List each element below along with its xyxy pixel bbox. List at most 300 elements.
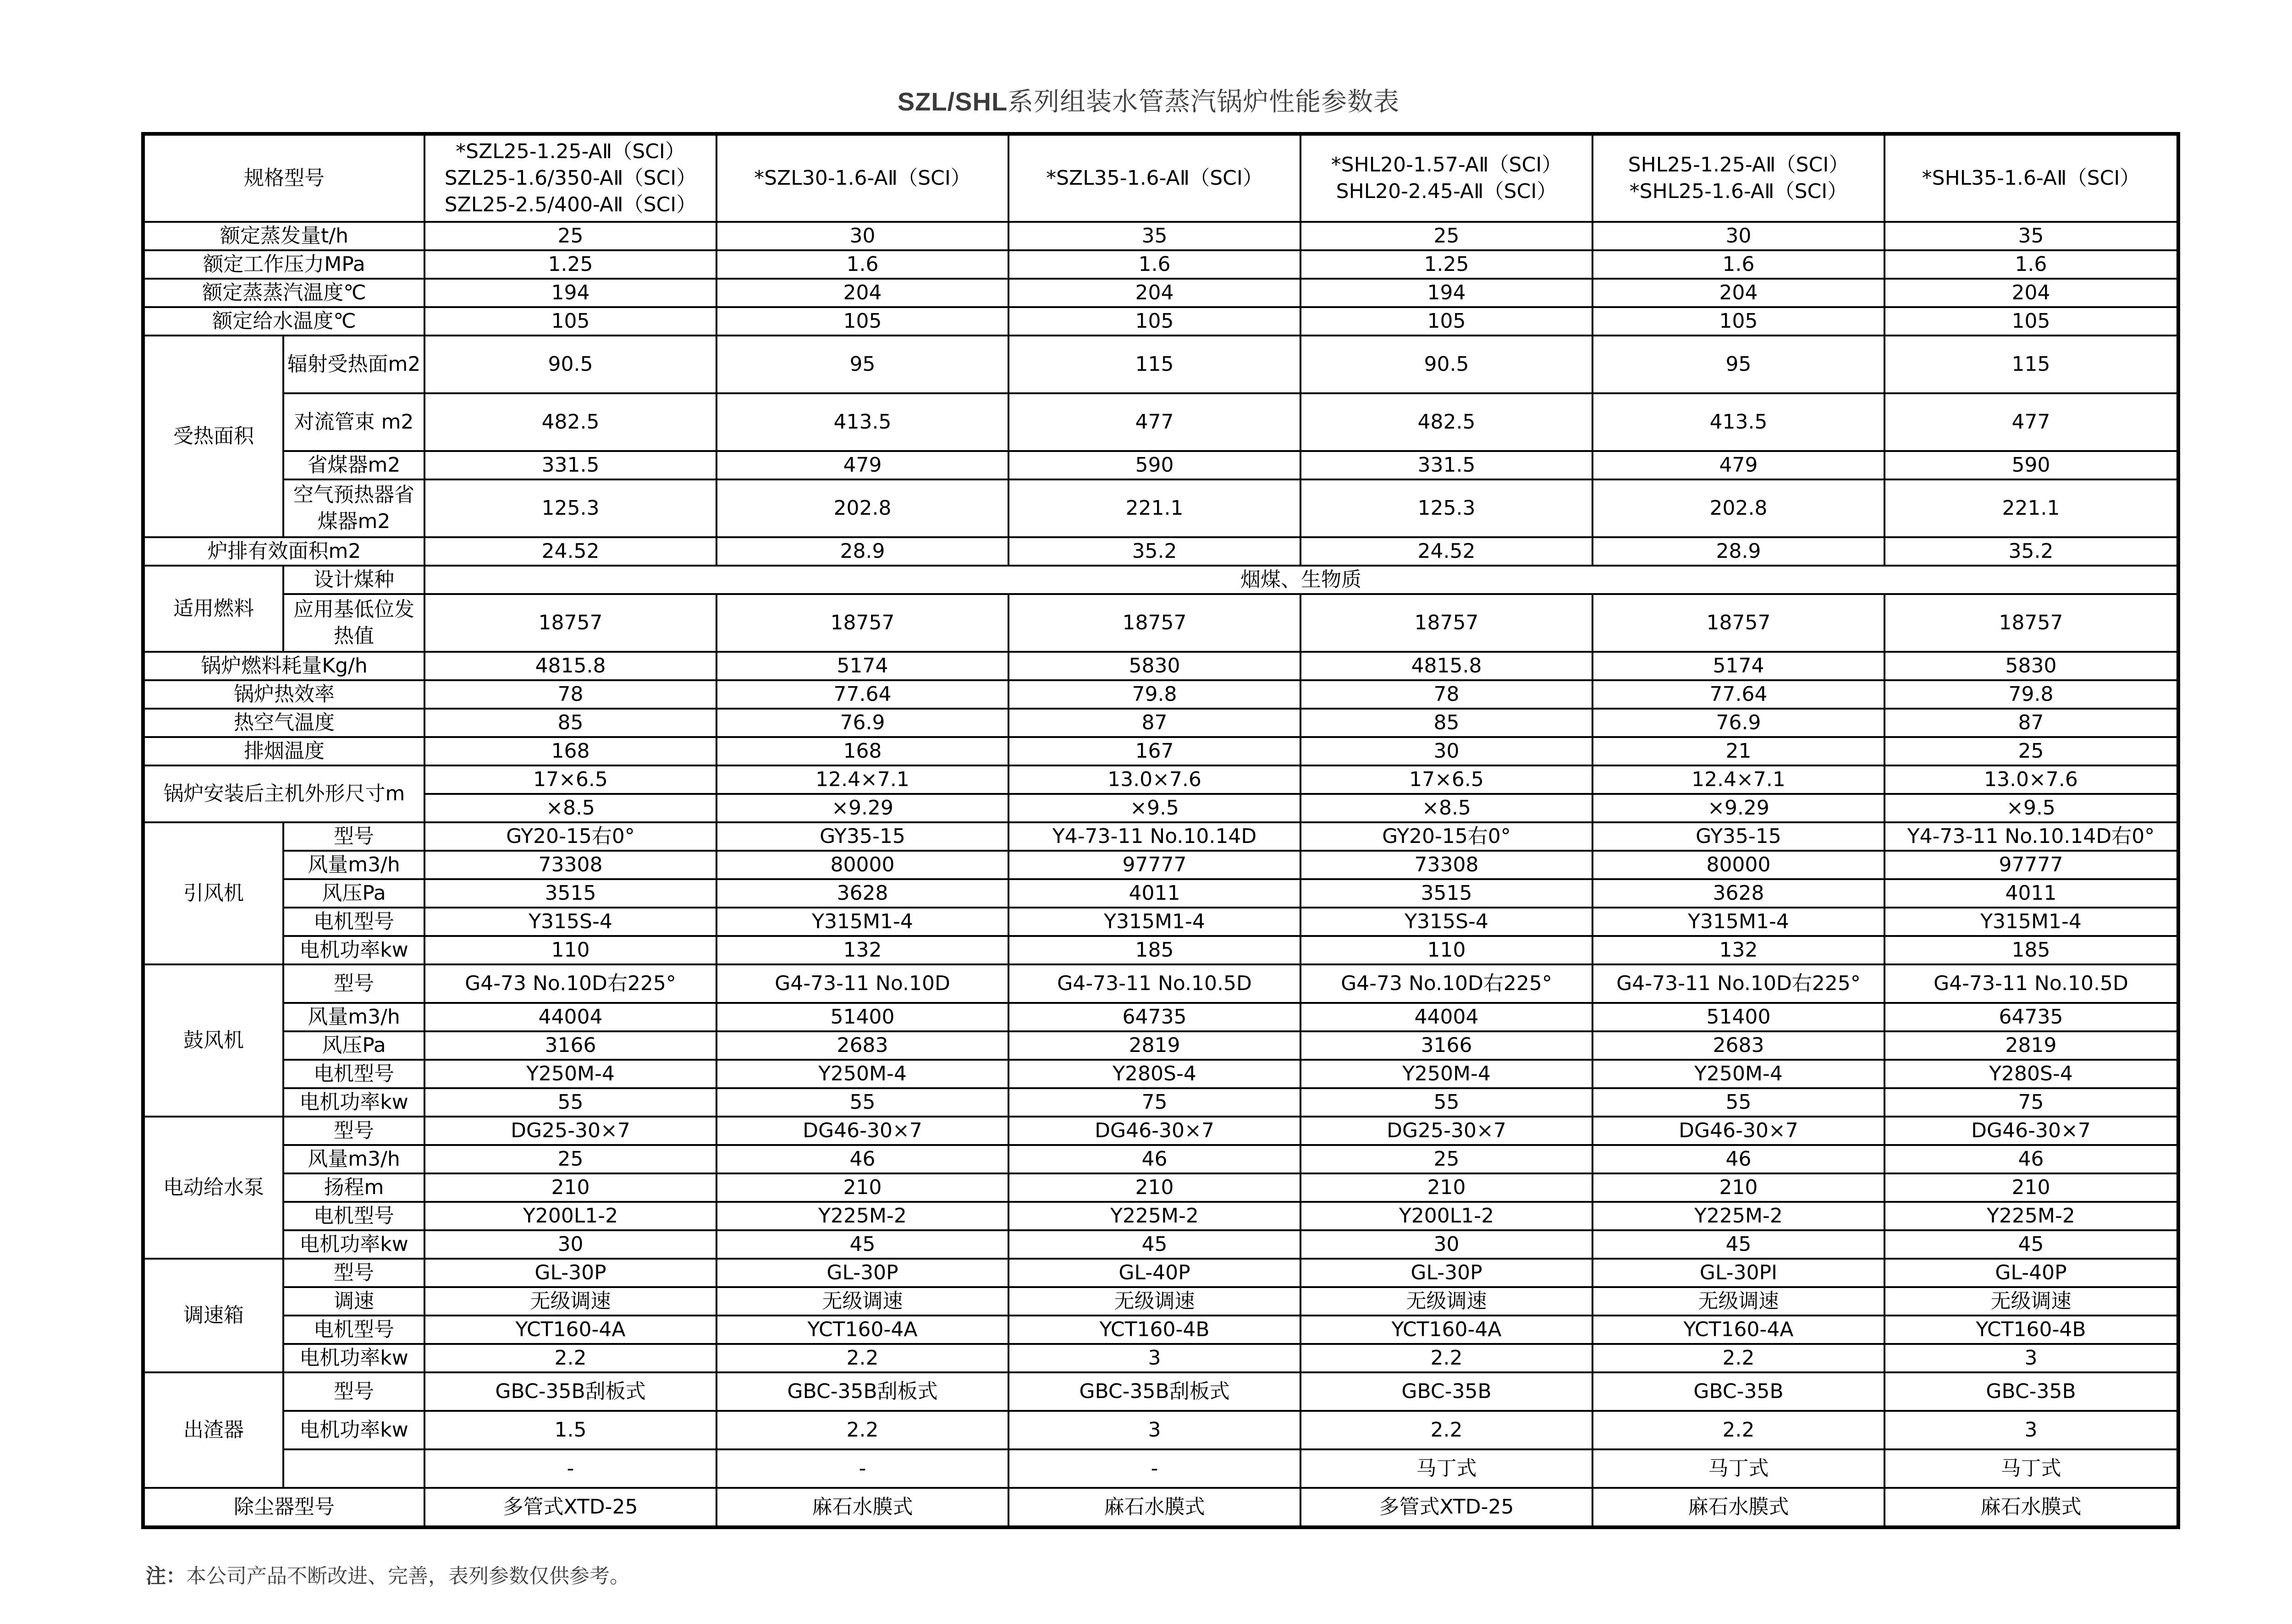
value-cell: 1.25 [424, 250, 716, 279]
table-row [143, 1031, 2178, 1060]
table-row [143, 1316, 2178, 1344]
value-cell: 3 [1884, 1344, 2178, 1372]
value-cell: 5174 [1592, 652, 1884, 680]
param-label: 锅炉燃料耗量Kg/h [143, 652, 424, 680]
value-cell: 马丁式 [1592, 1449, 1884, 1488]
model-header-cell [424, 134, 716, 222]
value-cell: ×8.5 [1300, 794, 1592, 822]
table-row [143, 765, 2178, 794]
value-cell: GL-30P [424, 1259, 716, 1287]
model-header-cell [716, 134, 1008, 222]
model-name: SHL20-2.45-AⅡ（SCI） [1336, 180, 1557, 203]
value-cell: 85 [1300, 709, 1592, 737]
value-cell: 413.5 [1592, 393, 1884, 451]
value-cell: 55 [716, 1088, 1008, 1117]
value-cell: GBC-35B [1592, 1372, 1884, 1411]
value-cell: 5830 [1008, 652, 1300, 680]
value-cell: Y315M1-4 [1884, 908, 2178, 936]
value-cell: ×9.29 [716, 794, 1008, 822]
value-cell: 35.2 [1008, 537, 1300, 566]
value-cell: ×9.5 [1008, 794, 1300, 822]
value-cell: 无级调速 [1592, 1287, 1884, 1316]
value-cell: 18757 [1884, 594, 2178, 652]
value-cell: 45 [1008, 1230, 1300, 1259]
value-cell: GBC-35B [1300, 1372, 1592, 1411]
table-row [143, 879, 2178, 908]
value-cell: 1.6 [1592, 250, 1884, 279]
value-cell: 3515 [1300, 879, 1592, 908]
value-cell: 590 [1008, 451, 1300, 479]
table-row [143, 794, 2178, 822]
value-cell: 204 [1008, 279, 1300, 307]
value-cell: 115 [1884, 336, 2178, 393]
value-cell: GL-30PI [1592, 1259, 1884, 1287]
table-row [143, 652, 2178, 680]
value-cell: 46 [1592, 1145, 1884, 1173]
value-cell: 30 [1300, 737, 1592, 765]
table-row [143, 1117, 2178, 1145]
value-cell: 46 [716, 1145, 1008, 1173]
value-cell: Y200L1-2 [424, 1202, 716, 1230]
model-name: SZL25-1.6/350-AⅡ（SCI） [444, 166, 697, 190]
value-cell: 2.2 [1592, 1344, 1884, 1372]
model-name: *SZL25-1.25-AⅡ（SCI） [456, 140, 685, 163]
value-cell: 115 [1008, 336, 1300, 393]
sub-label: 省煤器m2 [283, 451, 424, 479]
model-name: *SHL25-1.6-AⅡ（SCI） [1629, 180, 1848, 203]
value-cell: YCT160-4B [1884, 1316, 2178, 1344]
value-cell: 167 [1008, 737, 1300, 765]
value-cell: 2.2 [1592, 1411, 1884, 1449]
value-cell: 185 [1008, 936, 1300, 964]
value-cell: Y315M1-4 [1592, 908, 1884, 936]
sub-label: 型号 [283, 1259, 424, 1287]
table-row [143, 709, 2178, 737]
value-cell: 55 [424, 1088, 716, 1117]
value-cell: 2819 [1884, 1031, 2178, 1060]
value-cell: 331.5 [424, 451, 716, 479]
value-cell: 204 [716, 279, 1008, 307]
value-cell: 12.4×7.1 [1592, 765, 1884, 794]
value-cell: 477 [1884, 393, 2178, 451]
value-cell: 64735 [1884, 1003, 2178, 1031]
value-cell: GBC-35B [1884, 1372, 2178, 1411]
param-label: 锅炉安装后主机外形尺寸m [143, 765, 424, 822]
value-cell: 4815.8 [1300, 652, 1592, 680]
value-cell: 4011 [1884, 879, 2178, 908]
value-cell: 3 [1884, 1411, 2178, 1449]
sub-label: 电机型号 [283, 1202, 424, 1230]
value-cell: 210 [424, 1173, 716, 1202]
param-label: 热空气温度 [143, 709, 424, 737]
sub-label: 扬程m [283, 1173, 424, 1202]
value-cell: 18757 [1008, 594, 1300, 652]
value-cell: 4011 [1008, 879, 1300, 908]
group-label: 电动给水泵 [143, 1117, 283, 1259]
value-cell: Y280S-4 [1008, 1060, 1300, 1088]
value-cell: Y315S-4 [424, 908, 716, 936]
table-row [143, 250, 2178, 279]
table-row [143, 908, 2178, 936]
value-cell: 2683 [716, 1031, 1008, 1060]
sub-label: 电机型号 [283, 1316, 424, 1344]
value-cell: 45 [1884, 1230, 2178, 1259]
value-cell: 马丁式 [1884, 1449, 2178, 1488]
param-label: 炉排有效面积m2 [143, 537, 424, 566]
value-cell: Y4-73-11 No.10.14D [1008, 822, 1300, 851]
value-cell: 87 [1008, 709, 1300, 737]
value-cell: 25 [1884, 737, 2178, 765]
table-row [143, 1003, 2178, 1031]
value-cell: 25 [1300, 1145, 1592, 1173]
value-cell: 30 [1592, 222, 1884, 250]
value-cell: 3628 [1592, 879, 1884, 908]
value-cell: 5174 [716, 652, 1008, 680]
value-cell: 80000 [1592, 851, 1884, 879]
value-cell: 2819 [1008, 1031, 1300, 1060]
table-row [143, 737, 2178, 765]
param-label: 额定给水温度℃ [143, 307, 424, 336]
value-cell: GBC-35B刮板式 [424, 1372, 716, 1411]
group-label: 鼓风机 [143, 964, 283, 1117]
spec-header: 规格型号 [143, 134, 424, 222]
value-cell: 1.6 [716, 250, 1008, 279]
sub-label: 风压Pa [283, 1031, 424, 1060]
value-cell: - [716, 1449, 1008, 1488]
value-cell: 55 [1300, 1088, 1592, 1117]
param-label: 排烟温度 [143, 737, 424, 765]
param-label: 额定蒸蒸汽温度℃ [143, 279, 424, 307]
value-cell: ×8.5 [424, 794, 716, 822]
model-name: *SHL35-1.6-AⅡ（SCI） [1922, 166, 2140, 190]
value-cell: 221.1 [1008, 479, 1300, 537]
value-cell: 95 [1592, 336, 1884, 393]
table-row [143, 1259, 2178, 1287]
value-cell: 1.6 [1884, 250, 2178, 279]
value-cell: DG25-30×7 [1300, 1117, 1592, 1145]
value-cell: 30 [424, 1230, 716, 1259]
table-row [143, 851, 2178, 879]
value-cell: 3166 [424, 1031, 716, 1060]
value-cell: 210 [1592, 1173, 1884, 1202]
value-cell: Y250M-4 [716, 1060, 1008, 1088]
value-cell: 28.9 [1592, 537, 1884, 566]
sub-label: 空气预热器省煤器m2 [283, 479, 424, 537]
value-cell: 51400 [716, 1003, 1008, 1031]
sub-label: 电机功率kw [283, 1230, 424, 1259]
value-cell: 80000 [716, 851, 1008, 879]
value-cell: 45 [716, 1230, 1008, 1259]
value-cell: 18757 [1300, 594, 1592, 652]
table-row [143, 1202, 2178, 1230]
value-cell: 77.64 [716, 680, 1008, 709]
table-row [143, 1488, 2178, 1527]
value-cell: 无级调速 [424, 1287, 716, 1316]
value-cell: 45 [1592, 1230, 1884, 1259]
value-cell: 44004 [424, 1003, 716, 1031]
value-cell: Y250M-4 [1592, 1060, 1884, 1088]
table-row [143, 1088, 2178, 1117]
value-cell: Y250M-4 [424, 1060, 716, 1088]
value-cell: 110 [424, 936, 716, 964]
value-cell: 125.3 [1300, 479, 1592, 537]
table-row [143, 566, 2178, 594]
value-cell: 79.8 [1884, 680, 2178, 709]
value-cell: YCT160-4A [1300, 1316, 1592, 1344]
value-cell: Y315M1-4 [716, 908, 1008, 936]
value-cell: 无级调速 [716, 1287, 1008, 1316]
value-cell: DG46-30×7 [1884, 1117, 2178, 1145]
value-cell: 132 [716, 936, 1008, 964]
value-cell: 185 [1884, 936, 2178, 964]
sub-label: 风压Pa [283, 879, 424, 908]
value-cell: 1.6 [1008, 250, 1300, 279]
value-cell: 194 [1300, 279, 1592, 307]
value-cell: G4-73-11 No.10.5D [1008, 964, 1300, 1003]
value-cell: 46 [1884, 1145, 2178, 1173]
table-row [143, 479, 2178, 537]
value-cell: 331.5 [1300, 451, 1592, 479]
table-row [143, 1060, 2178, 1088]
value-cell: 85 [424, 709, 716, 737]
model-header-cell [1884, 134, 2178, 222]
sub-label: 风量m3/h [283, 1145, 424, 1173]
value-cell: 17×6.5 [1300, 765, 1592, 794]
table-row [143, 222, 2178, 250]
value-cell: 马丁式 [1300, 1449, 1592, 1488]
table-row [143, 1287, 2178, 1316]
value-cell: Y225M-2 [1592, 1202, 1884, 1230]
value-cell: 30 [716, 222, 1008, 250]
value-cell: 3 [1008, 1344, 1300, 1372]
value-cell: 221.1 [1884, 479, 2178, 537]
sub-label: 型号 [283, 1372, 424, 1411]
value-cell: 18757 [716, 594, 1008, 652]
value-cell: YCT160-4A [716, 1316, 1008, 1344]
value-cell: 73308 [1300, 851, 1592, 879]
value-cell: GY35-15 [716, 822, 1008, 851]
value-cell: 590 [1884, 451, 2178, 479]
model-name: *SZL30-1.6-AⅡ（SCI） [754, 166, 971, 190]
parameter-table [141, 132, 2180, 1529]
value-cell: 35 [1008, 222, 1300, 250]
group-label: 引风机 [143, 822, 283, 964]
sub-label: 应用基低位发热值 [283, 594, 424, 652]
value-cell: G4-73-11 No.10D右225° [1592, 964, 1884, 1003]
table-row [143, 307, 2178, 336]
value-cell: GBC-35B刮板式 [1008, 1372, 1300, 1411]
group-label: 适用燃料 [143, 566, 283, 652]
value-cell: 2.2 [1300, 1411, 1592, 1449]
model-name: *SZL35-1.6-AⅡ（SCI） [1046, 166, 1263, 190]
value-cell: GY20-15右0° [1300, 822, 1592, 851]
value-cell: 204 [1592, 279, 1884, 307]
table-row [143, 1449, 2178, 1488]
value-cell: 202.8 [716, 479, 1008, 537]
sub-label: 型号 [283, 822, 424, 851]
value-cell: GBC-35B刮板式 [716, 1372, 1008, 1411]
sub-label: 设计煤种 [283, 566, 424, 594]
value-cell: 多管式XTD-25 [424, 1488, 716, 1527]
param-label: 额定蒸发量t/h [143, 222, 424, 250]
value-cell: - [1008, 1449, 1300, 1488]
value-cell: YCT160-4A [1592, 1316, 1884, 1344]
value-cell: 75 [1884, 1088, 2178, 1117]
value-cell: 105 [1300, 307, 1592, 336]
value-cell: 5830 [1884, 652, 2178, 680]
sub-label: 电机功率kw [283, 1088, 424, 1117]
value-cell: Y200L1-2 [1300, 1202, 1592, 1230]
sub-label: 电机型号 [283, 908, 424, 936]
value-cell: 76.9 [1592, 709, 1884, 737]
value-cell: 105 [424, 307, 716, 336]
value-cell: Y4-73-11 No.10.14D右0° [1884, 822, 2178, 851]
value-cell: 479 [716, 451, 1008, 479]
merged-value: 烟煤、生物质 [424, 566, 2178, 594]
value-cell: 24.52 [424, 537, 716, 566]
value-cell: 25 [424, 1145, 716, 1173]
value-cell: GL-30P [1300, 1259, 1592, 1287]
value-cell: 30 [1300, 1230, 1592, 1259]
table-row [143, 1173, 2178, 1202]
value-cell: Y250M-4 [1300, 1060, 1592, 1088]
group-label: 出渣器 [143, 1372, 283, 1488]
value-cell: 194 [424, 279, 716, 307]
value-cell: 1.5 [424, 1411, 716, 1449]
value-cell: 168 [716, 737, 1008, 765]
value-cell: 105 [1884, 307, 2178, 336]
value-cell: 无级调速 [1008, 1287, 1300, 1316]
value-cell: 204 [1884, 279, 2178, 307]
table-row [143, 393, 2178, 451]
value-cell: DG46-30×7 [1008, 1117, 1300, 1145]
sub-label: 电机型号 [283, 1060, 424, 1088]
param-label: 额定工作压力MPa [143, 250, 424, 279]
table-row [143, 1411, 2178, 1449]
table-row [143, 1372, 2178, 1411]
value-cell: G4-73-11 No.10D [716, 964, 1008, 1003]
sub-label: 型号 [283, 964, 424, 1003]
value-cell: 13.0×7.6 [1884, 765, 2178, 794]
value-cell: YCT160-4A [424, 1316, 716, 1344]
value-cell: GL-30P [716, 1259, 1008, 1287]
value-cell: 105 [1592, 307, 1884, 336]
value-cell: Y225M-2 [1884, 1202, 2178, 1230]
value-cell: 55 [1592, 1088, 1884, 1117]
model-header-cell [1008, 134, 1300, 222]
param-label: 除尘器型号 [143, 1488, 424, 1527]
value-cell: 79.8 [1008, 680, 1300, 709]
value-cell: Y280S-4 [1884, 1060, 2178, 1088]
value-cell: 97777 [1008, 851, 1300, 879]
value-cell: 3166 [1300, 1031, 1592, 1060]
value-cell: 麻石水膜式 [1008, 1488, 1300, 1527]
value-cell: 35.2 [1884, 537, 2178, 566]
sub-label: 型号 [283, 1117, 424, 1145]
value-cell: 95 [716, 336, 1008, 393]
model-name: SHL25-1.25-AⅡ（SCI） [1628, 153, 1849, 176]
table-row [143, 1230, 2178, 1259]
value-cell: 168 [424, 737, 716, 765]
value-cell: 无级调速 [1300, 1287, 1592, 1316]
sub-label: 辐射受热面m2 [283, 336, 424, 393]
value-cell: GL-40P [1008, 1259, 1300, 1287]
value-cell: 25 [1300, 222, 1592, 250]
sub-label: 风量m3/h [283, 851, 424, 879]
value-cell: 18757 [424, 594, 716, 652]
table-row [143, 822, 2178, 851]
value-cell: GY20-15右0° [424, 822, 716, 851]
model-name: *SHL20-1.57-AⅡ（SCI） [1331, 153, 1562, 176]
value-cell: Y315S-4 [1300, 908, 1592, 936]
value-cell: 2.2 [716, 1411, 1008, 1449]
sub-label: 电机功率kw [283, 1344, 424, 1372]
table-row [143, 936, 2178, 964]
value-cell: 78 [424, 680, 716, 709]
value-cell: 78 [1300, 680, 1592, 709]
group-label: 受热面积 [143, 336, 283, 537]
value-cell: 13.0×7.6 [1008, 765, 1300, 794]
page-title: SZL/SHL系列组装水管蒸汽锅炉性能参数表 [897, 87, 1400, 117]
value-cell: 17×6.5 [424, 765, 716, 794]
value-cell: Y225M-2 [716, 1202, 1008, 1230]
value-cell: 105 [716, 307, 1008, 336]
group-label: 调速箱 [143, 1259, 283, 1372]
value-cell: 76.9 [716, 709, 1008, 737]
value-cell: 1.25 [1300, 250, 1592, 279]
value-cell: 18757 [1592, 594, 1884, 652]
value-cell: 麻石水膜式 [1884, 1488, 2178, 1527]
value-cell: 202.8 [1592, 479, 1884, 537]
value-cell: 多管式XTD-25 [1300, 1488, 1592, 1527]
value-cell: 413.5 [716, 393, 1008, 451]
value-cell: 64735 [1008, 1003, 1300, 1031]
value-cell: 12.4×7.1 [716, 765, 1008, 794]
table-row [143, 680, 2178, 709]
value-cell: 482.5 [424, 393, 716, 451]
value-cell: 77.64 [1592, 680, 1884, 709]
value-cell: 73308 [424, 851, 716, 879]
value-cell: 25 [424, 222, 716, 250]
value-cell: G4-73 No.10D右225° [1300, 964, 1592, 1003]
value-cell: - [424, 1449, 716, 1488]
param-label: 锅炉热效率 [143, 680, 424, 709]
sub-label: 对流管束 m2 [283, 393, 424, 451]
value-cell: 21 [1592, 737, 1884, 765]
sub-label [283, 1449, 424, 1488]
value-cell: DG46-30×7 [1592, 1117, 1884, 1145]
value-cell: 28.9 [716, 537, 1008, 566]
table-row [143, 964, 2178, 1003]
table-row [143, 1145, 2178, 1173]
value-cell: YCT160-4B [1008, 1316, 1300, 1344]
value-cell: 3 [1008, 1411, 1300, 1449]
value-cell: 210 [1884, 1173, 2178, 1202]
value-cell: 110 [1300, 936, 1592, 964]
value-cell: 2.2 [1300, 1344, 1592, 1372]
table-row [143, 537, 2178, 566]
value-cell: 46 [1008, 1145, 1300, 1173]
value-cell: 482.5 [1300, 393, 1592, 451]
value-cell: 2683 [1592, 1031, 1884, 1060]
value-cell: G4-73 No.10D右225° [424, 964, 716, 1003]
model-header-cell [1300, 134, 1592, 222]
value-cell: 90.5 [1300, 336, 1592, 393]
sub-label: 电机功率kw [283, 936, 424, 964]
value-cell: Y315M1-4 [1008, 908, 1300, 936]
value-cell: Y225M-2 [1008, 1202, 1300, 1230]
value-cell: 麻石水膜式 [716, 1488, 1008, 1527]
